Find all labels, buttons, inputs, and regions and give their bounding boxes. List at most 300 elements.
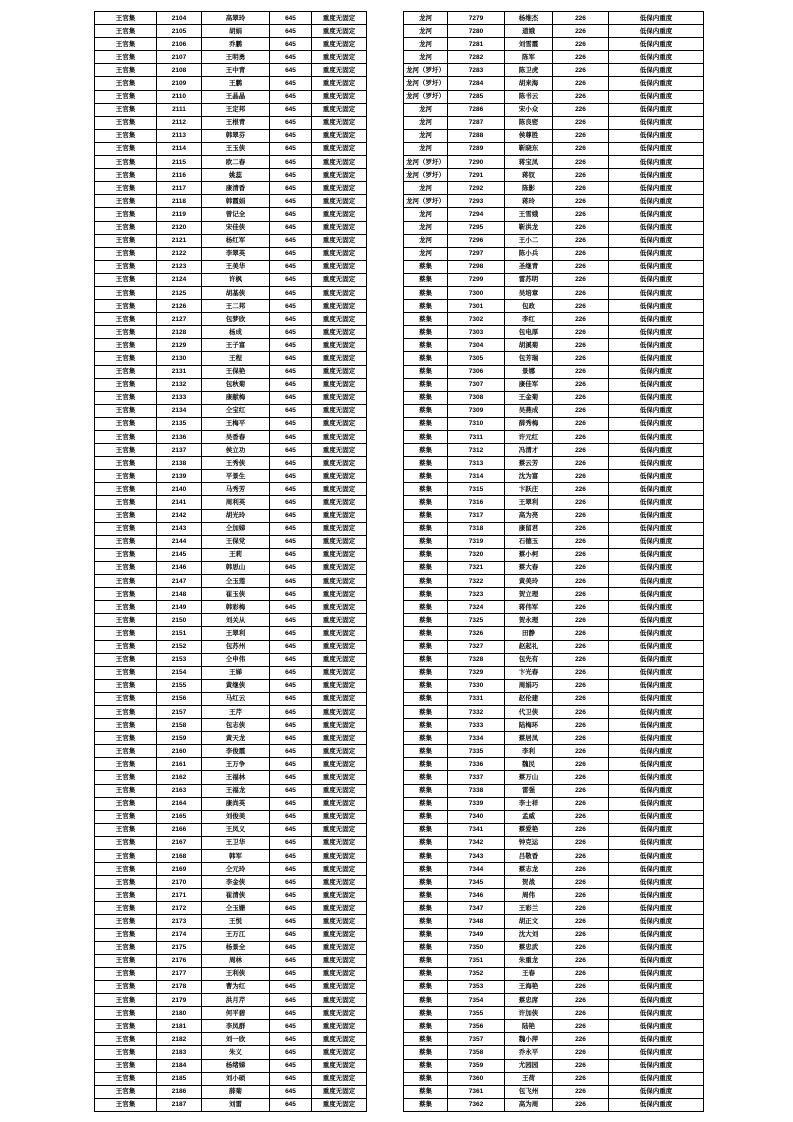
amount-cell: 645 [270,182,312,195]
table-row [95,535,367,548]
category-cell: 重度无固定 [312,273,367,286]
serial-number-cell: 2140 [157,483,202,496]
category-cell: 低保内重度 [609,810,704,823]
table-row [404,457,704,470]
area-cell: 蔡集 [404,483,448,496]
serial-number-cell: 2181 [157,1020,202,1033]
table-row [95,719,367,732]
person-name-cell: 李翠英 [202,247,270,260]
category-cell: 重度无固定 [312,38,367,51]
area-cell: 王官集 [95,758,157,771]
person-name-cell: 王秀侠 [202,457,270,470]
amount-cell: 226 [553,352,609,365]
serial-number-cell: 7318 [448,522,505,535]
amount-cell: 645 [270,941,312,954]
serial-number-cell: 2148 [157,588,202,601]
serial-number-cell: 2156 [157,692,202,705]
person-name-cell: 薛菊 [202,1085,270,1098]
area-cell: 王官集 [95,850,157,863]
area-cell: 蔡集 [404,980,448,993]
person-name-cell: 刘雪霞 [505,38,553,51]
serial-number-cell: 7332 [448,705,505,718]
amount-cell: 645 [270,705,312,718]
amount-cell: 226 [553,1085,609,1098]
table-row [404,1033,704,1046]
person-name-cell: 李金侠 [202,876,270,889]
amount-cell: 645 [270,915,312,928]
category-cell: 低保内重度 [609,64,704,77]
amount-cell: 645 [270,1085,312,1098]
table-row [95,339,367,352]
area-cell: 王官集 [95,142,157,155]
person-name-cell: 刘一欣 [202,1033,270,1046]
amount-cell: 645 [270,653,312,666]
amount-cell: 645 [270,103,312,116]
category-cell: 低保内重度 [609,797,704,810]
table-row [404,156,704,169]
person-name-cell: 蔡爱艳 [505,823,553,836]
person-name-cell: 黄天龙 [202,732,270,745]
person-name-cell: 王中青 [202,64,270,77]
serial-number-cell: 2139 [157,470,202,483]
amount-cell: 645 [270,391,312,404]
area-cell: 王官集 [95,286,157,299]
serial-number-cell: 7287 [448,116,505,129]
table-row [95,1059,367,1072]
amount-cell: 226 [553,1098,609,1111]
serial-number-cell: 2167 [157,836,202,849]
serial-number-cell: 7284 [448,77,505,90]
serial-number-cell: 2114 [157,142,202,155]
serial-number-cell: 7350 [448,941,505,954]
area-cell: 龙河（罗圩） [404,64,448,77]
person-name-cell: 宋小众 [505,103,553,116]
serial-number-cell: 7299 [448,273,505,286]
table-row [404,758,704,771]
category-cell: 重度无固定 [312,25,367,38]
category-cell: 重度无固定 [312,156,367,169]
person-name-cell: 包芳瑞 [505,352,553,365]
amount-cell: 645 [270,444,312,457]
serial-number-cell: 2180 [157,1007,202,1020]
person-name-cell: 王悦 [202,915,270,928]
person-name-cell: 陈卫虎 [505,64,553,77]
amount-cell: 645 [270,25,312,38]
table-row [95,221,367,234]
serial-number-cell: 2121 [157,234,202,247]
table-row [95,745,367,758]
serial-number-cell: 7309 [448,404,505,417]
area-cell: 蔡集 [404,889,448,902]
category-cell: 低保内重度 [609,509,704,522]
person-name-cell: 包苏州 [202,640,270,653]
area-cell: 蔡集 [404,431,448,444]
person-name-cell: 蔡大春 [505,561,553,574]
area-cell: 蔡集 [404,561,448,574]
amount-cell: 645 [270,404,312,417]
person-name-cell: 宋佳侠 [202,221,270,234]
table-row [95,1072,367,1085]
amount-cell: 226 [553,129,609,142]
table-row [95,417,367,430]
person-name-cell: 欧二春 [202,156,270,169]
area-cell: 蔡集 [404,902,448,915]
amount-cell: 645 [270,509,312,522]
category-cell: 低保内重度 [609,25,704,38]
amount-cell: 226 [553,169,609,182]
category-cell: 低保内重度 [609,758,704,771]
serial-number-cell: 7317 [448,509,505,522]
serial-number-cell: 2154 [157,666,202,679]
amount-cell: 226 [553,954,609,967]
serial-number-cell: 7300 [448,286,505,299]
category-cell: 低保内重度 [609,705,704,718]
category-cell: 重度无固定 [312,300,367,313]
amount-cell: 226 [553,64,609,77]
amount-cell: 645 [270,627,312,640]
category-cell: 重度无固定 [312,771,367,784]
serial-number-cell: 2179 [157,994,202,1007]
category-cell: 重度无固定 [312,417,367,430]
table-row [404,25,704,38]
category-cell: 重度无固定 [312,653,367,666]
serial-number-cell: 2164 [157,797,202,810]
amount-cell: 645 [270,470,312,483]
table-row [404,234,704,247]
table-row [95,1020,367,1033]
person-name-cell: 石德玉 [505,535,553,548]
person-name-cell: 蒋钗 [505,169,553,182]
serial-number-cell: 7303 [448,326,505,339]
serial-number-cell: 2145 [157,548,202,561]
person-name-cell: 沈大刘 [505,928,553,941]
table-row [404,823,704,836]
table-row [404,1020,704,1033]
serial-number-cell: 2184 [157,1059,202,1072]
area-cell: 龙河 [404,247,448,260]
category-cell: 重度无固定 [312,391,367,404]
category-cell: 重度无固定 [312,1072,367,1085]
person-name-cell: 胡来海 [505,77,553,90]
table-row [95,457,367,470]
category-cell: 重度无固定 [312,12,367,25]
amount-cell: 645 [270,535,312,548]
amount-cell: 226 [553,627,609,640]
serial-number-cell: 2146 [157,561,202,574]
amount-cell: 645 [270,548,312,561]
area-cell: 王官集 [95,273,157,286]
amount-cell: 226 [553,889,609,902]
table-row [95,1033,367,1046]
area-cell: 王官集 [95,797,157,810]
amount-cell: 645 [270,679,312,692]
serial-number-cell: 7325 [448,614,505,627]
beneficiary-table-left [94,11,367,1112]
area-cell: 王官集 [95,103,157,116]
serial-number-cell: 2152 [157,640,202,653]
amount-cell: 226 [553,640,609,653]
person-name-cell: 李红 [505,313,553,326]
table-row [95,732,367,745]
amount-cell: 645 [270,38,312,51]
table-row [95,378,367,391]
table-row [404,1072,704,1085]
amount-cell: 645 [270,234,312,247]
category-cell: 低保内重度 [609,719,704,732]
serial-number-cell: 7294 [448,208,505,221]
category-cell: 低保内重度 [609,391,704,404]
amount-cell: 226 [553,758,609,771]
person-name-cell: 韩翠芬 [202,129,270,142]
person-name-cell: 蒋伟军 [505,601,553,614]
area-cell: 蔡集 [404,666,448,679]
table-row [404,77,704,90]
category-cell: 低保内重度 [609,522,704,535]
person-name-cell: 道娥 [505,25,553,38]
table-row [404,404,704,417]
person-name-cell: 王小二 [505,234,553,247]
category-cell: 重度无固定 [312,142,367,155]
amount-cell: 645 [270,784,312,797]
table-row [95,156,367,169]
serial-number-cell: 7340 [448,810,505,823]
table-row [95,234,367,247]
category-cell: 低保内重度 [609,234,704,247]
person-name-cell: 许枫 [202,273,270,286]
table-row [404,889,704,902]
person-name-cell: 仝玉莲 [202,575,270,588]
category-cell: 重度无固定 [312,77,367,90]
area-cell: 王官集 [95,90,157,103]
category-cell: 低保内重度 [609,103,704,116]
table-row [404,679,704,692]
table-row [95,1098,367,1111]
serial-number-cell: 2182 [157,1033,202,1046]
area-cell: 王官集 [95,365,157,378]
serial-number-cell: 2127 [157,313,202,326]
amount-cell: 645 [270,1033,312,1046]
table-row [95,679,367,692]
table-row [404,444,704,457]
amount-cell: 226 [553,444,609,457]
serial-number-cell: 7321 [448,561,505,574]
serial-number-cell: 7291 [448,169,505,182]
amount-cell: 645 [270,614,312,627]
serial-number-cell: 2153 [157,653,202,666]
person-name-cell: 王卫华 [202,836,270,849]
serial-number-cell: 7319 [448,535,505,548]
table-row [95,1046,367,1059]
area-cell: 蔡集 [404,1007,448,1020]
serial-number-cell: 2177 [157,967,202,980]
category-cell: 重度无固定 [312,614,367,627]
person-name-cell: 侯尊胜 [505,129,553,142]
category-cell: 低保内重度 [609,535,704,548]
amount-cell: 645 [270,863,312,876]
person-name-cell: 王彩兰 [505,902,553,915]
amount-cell: 645 [270,980,312,993]
serial-number-cell: 7297 [448,247,505,260]
serial-number-cell: 7315 [448,483,505,496]
serial-number-cell: 2185 [157,1072,202,1085]
amount-cell: 226 [553,732,609,745]
category-cell: 重度无固定 [312,928,367,941]
serial-number-cell: 7339 [448,797,505,810]
category-cell: 重度无固定 [312,863,367,876]
serial-number-cell: 7323 [448,588,505,601]
table-row [404,470,704,483]
table-row [404,391,704,404]
table-row [404,286,704,299]
amount-cell: 226 [553,90,609,103]
area-cell: 王官集 [95,627,157,640]
person-name-cell: 包秋菊 [202,378,270,391]
table-row [95,129,367,142]
area-cell: 蔡集 [404,876,448,889]
table-row [95,286,367,299]
area-cell: 王官集 [95,404,157,417]
table-row [404,273,704,286]
area-cell: 蔡集 [404,352,448,365]
category-cell: 低保内重度 [609,457,704,470]
table-row [404,836,704,849]
area-cell: 蔡集 [404,300,448,313]
person-name-cell: 高为周 [505,1098,553,1111]
table-row [404,522,704,535]
area-cell: 王官集 [95,928,157,941]
person-name-cell: 包先有 [505,653,553,666]
person-name-cell: 杨绪娣 [202,1059,270,1072]
person-name-cell: 尤园园 [505,1059,553,1072]
serial-number-cell: 7313 [448,457,505,470]
area-cell: 王官集 [95,156,157,169]
area-cell: 蔡集 [404,967,448,980]
amount-cell: 645 [270,142,312,155]
serial-number-cell: 2178 [157,980,202,993]
serial-number-cell: 7302 [448,313,505,326]
person-name-cell: 仝申伟 [202,653,270,666]
person-name-cell: 康献梅 [202,391,270,404]
area-cell: 龙河 [404,208,448,221]
area-cell: 王官集 [95,915,157,928]
amount-cell: 645 [270,836,312,849]
amount-cell: 645 [270,208,312,221]
serial-number-cell: 2142 [157,509,202,522]
table-row [404,771,704,784]
category-cell: 低保内重度 [609,313,704,326]
category-cell: 重度无固定 [312,850,367,863]
area-cell: 蔡集 [404,391,448,404]
amount-cell: 226 [553,836,609,849]
serial-number-cell: 2110 [157,90,202,103]
person-name-cell: 朱义 [202,1046,270,1059]
person-name-cell: 卞跃庄 [505,483,553,496]
person-name-cell: 王凤义 [202,823,270,836]
amount-cell: 226 [553,535,609,548]
category-cell: 低保内重度 [609,1072,704,1085]
table-row [404,614,704,627]
category-cell: 重度无固定 [312,116,367,129]
serial-number-cell: 2128 [157,326,202,339]
person-name-cell: 蔡云芳 [505,457,553,470]
category-cell: 重度无固定 [312,483,367,496]
amount-cell: 226 [553,326,609,339]
table-row [404,378,704,391]
serial-number-cell: 2122 [157,247,202,260]
amount-cell: 226 [553,116,609,129]
category-cell: 低保内重度 [609,1085,704,1098]
person-name-cell: 侯立功 [202,444,270,457]
serial-number-cell: 2144 [157,535,202,548]
table-row [404,339,704,352]
person-name-cell: 代卫侠 [505,705,553,718]
table-row [95,116,367,129]
person-name-cell: 韩彩梅 [202,601,270,614]
person-name-cell: 何平碧 [202,1007,270,1020]
serial-number-cell: 7305 [448,352,505,365]
category-cell: 重度无固定 [312,444,367,457]
amount-cell: 645 [270,247,312,260]
table-row [404,627,704,640]
area-cell: 王官集 [95,313,157,326]
person-name-cell: 包梦欣 [202,313,270,326]
serial-number-cell: 7353 [448,980,505,993]
serial-number-cell: 2183 [157,1046,202,1059]
table-row [404,417,704,430]
amount-cell: 645 [270,496,312,509]
area-cell: 王官集 [95,614,157,627]
table-row [95,640,367,653]
person-name-cell: 陆梅环 [505,719,553,732]
serial-number-cell: 2124 [157,273,202,286]
serial-number-cell: 2113 [157,129,202,142]
table-row [404,653,704,666]
category-cell: 重度无固定 [312,260,367,273]
area-cell: 王官集 [95,863,157,876]
person-name-cell: 杨成 [202,326,270,339]
table-row [404,980,704,993]
area-cell: 龙河 [404,129,448,142]
table-row [404,967,704,980]
category-cell: 低保内重度 [609,496,704,509]
serial-number-cell: 7347 [448,902,505,915]
category-cell: 低保内重度 [609,444,704,457]
serial-number-cell: 2165 [157,810,202,823]
serial-number-cell: 7326 [448,627,505,640]
category-cell: 低保内重度 [609,850,704,863]
table-row [95,994,367,1007]
serial-number-cell: 7348 [448,915,505,928]
table-row [404,601,704,614]
category-cell: 低保内重度 [609,732,704,745]
table-row [95,627,367,640]
category-cell: 重度无固定 [312,797,367,810]
serial-number-cell: 7341 [448,823,505,836]
area-cell: 蔡集 [404,588,448,601]
person-name-cell: 陈小兵 [505,247,553,260]
category-cell: 重度无固定 [312,509,367,522]
table-row [95,444,367,457]
serial-number-cell: 7328 [448,653,505,666]
serial-number-cell: 7320 [448,548,505,561]
area-cell: 蔡集 [404,535,448,548]
category-cell: 低保内重度 [609,300,704,313]
amount-cell: 226 [553,417,609,430]
amount-cell: 645 [270,169,312,182]
table-row [95,666,367,679]
serial-number-cell: 7295 [448,221,505,234]
person-name-cell: 胡基侠 [202,286,270,299]
